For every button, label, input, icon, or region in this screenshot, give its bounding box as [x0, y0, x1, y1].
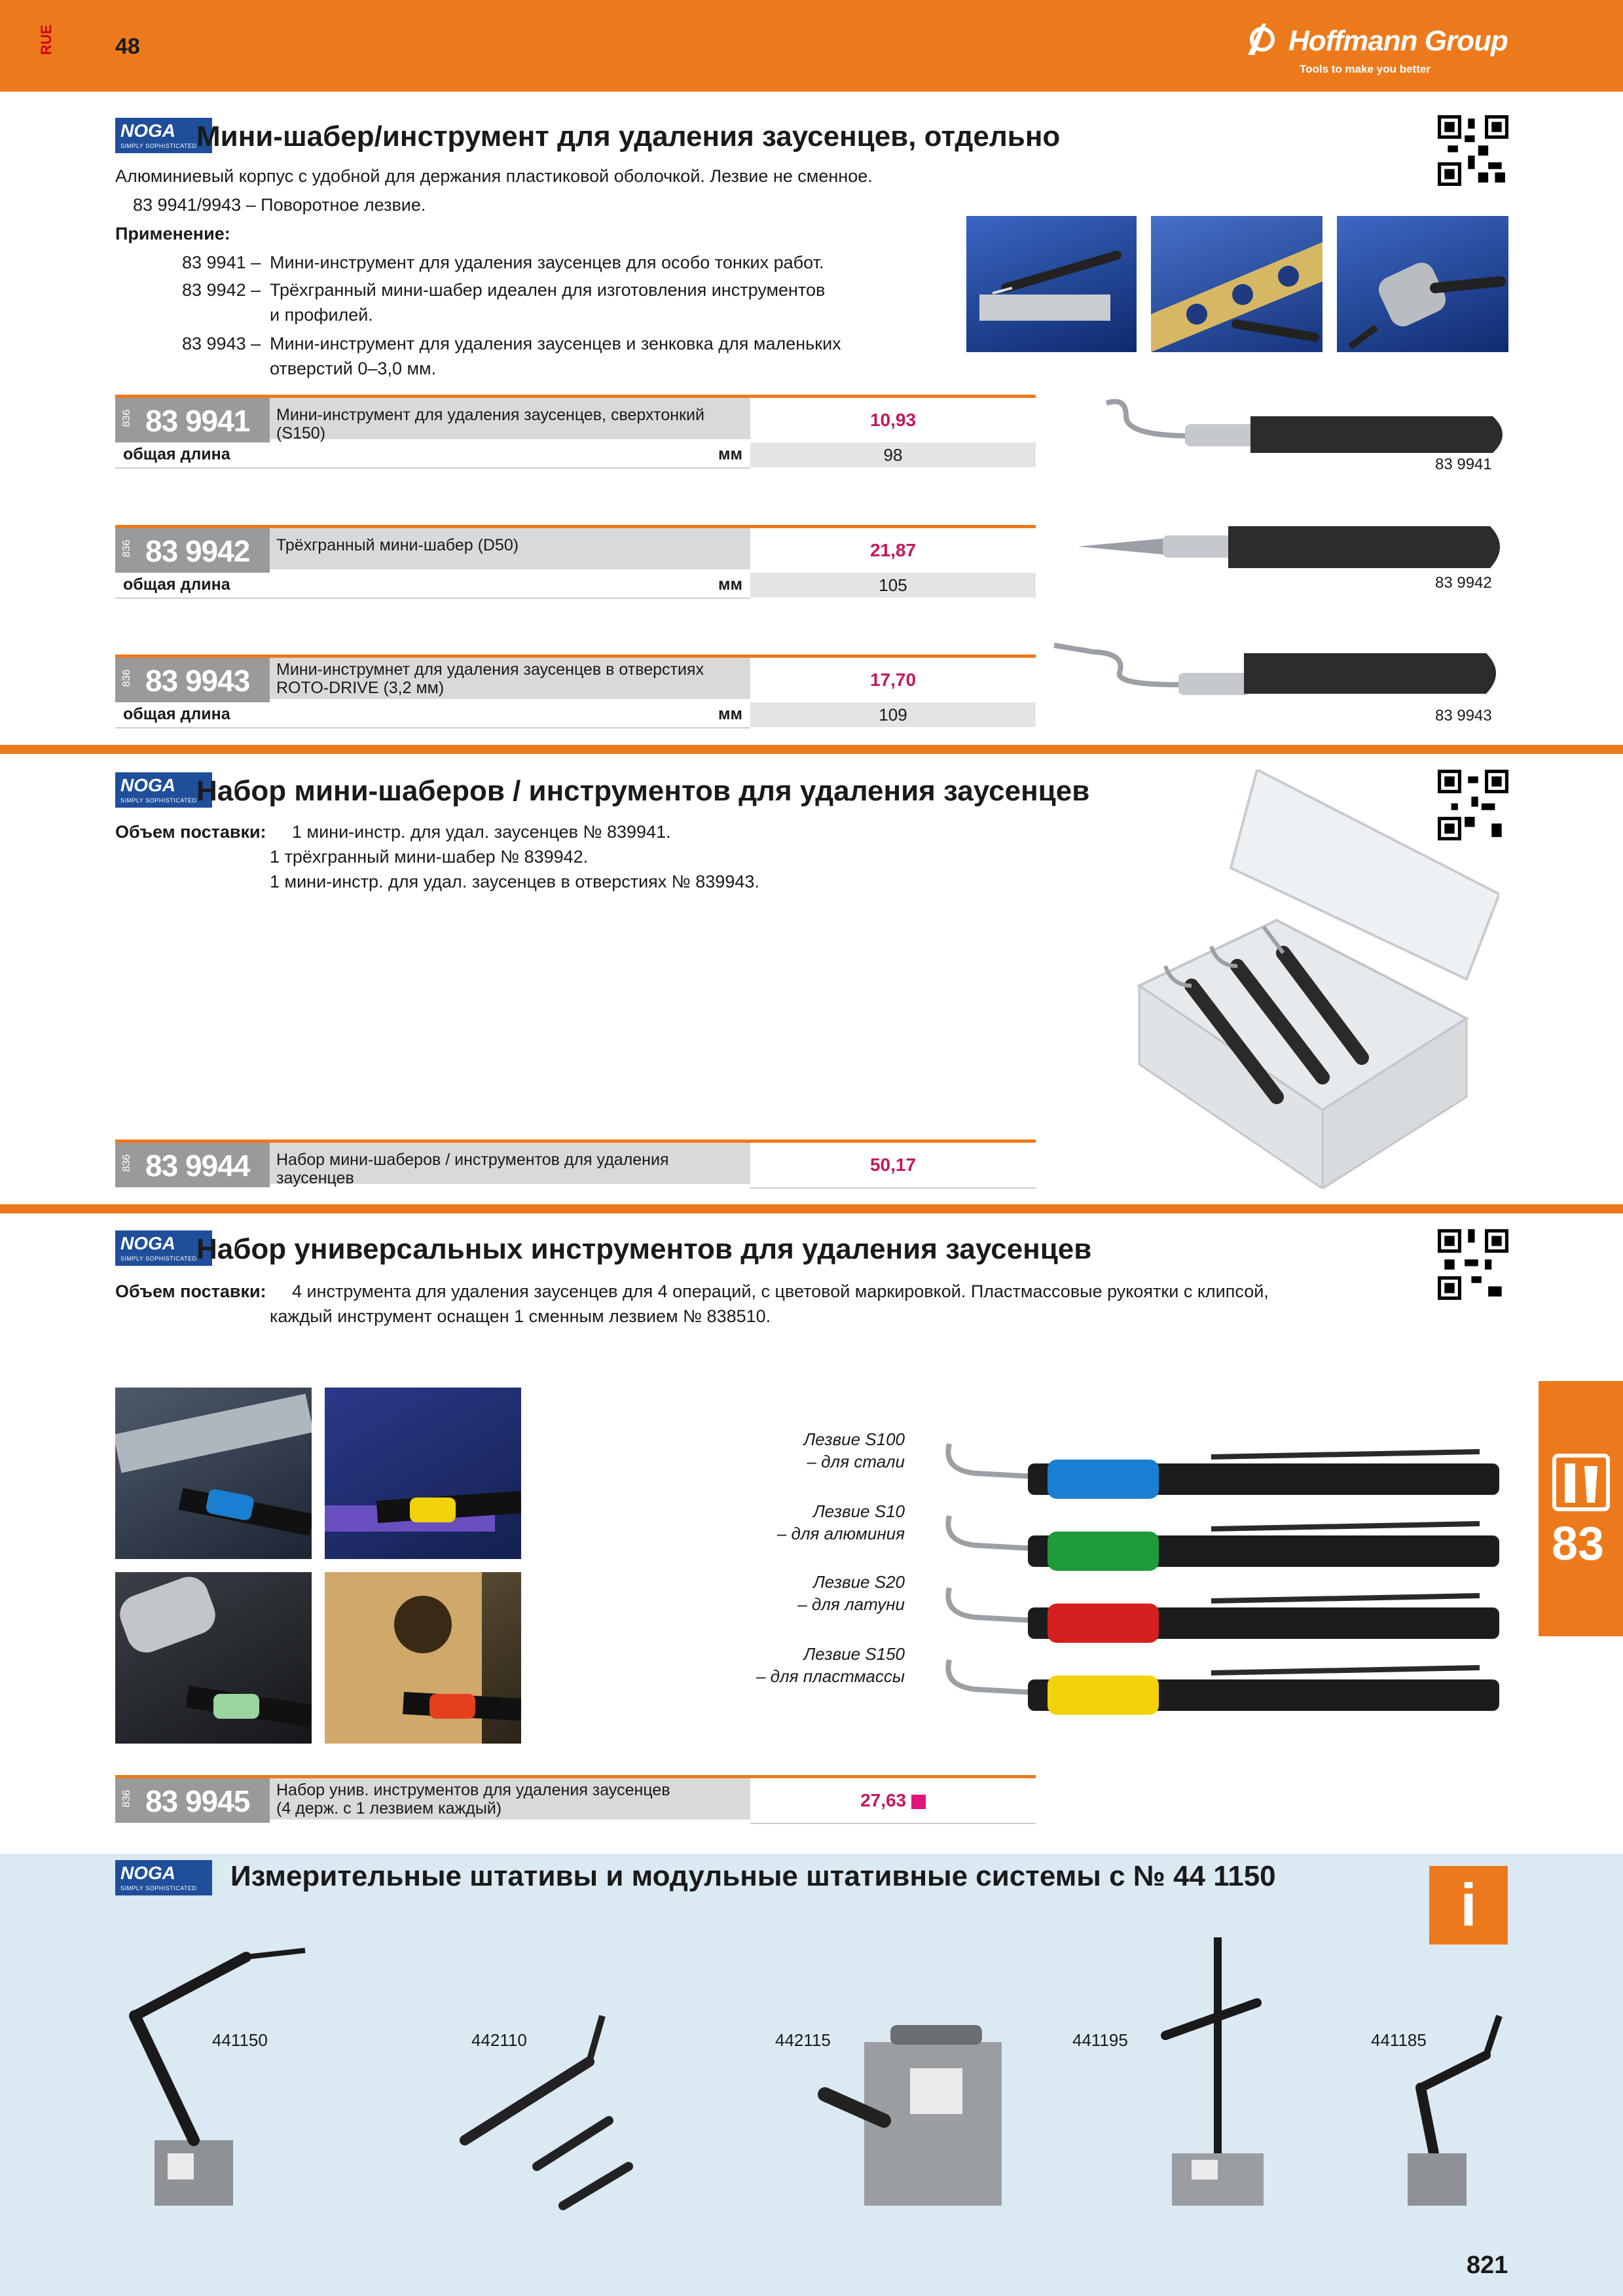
product-caption: 83 9942	[1435, 574, 1492, 592]
length-value: 105	[750, 573, 1036, 598]
section1-note: 83 9941/9943 – Поворотное лезвие.	[133, 195, 426, 215]
length-row: общая длина мм	[115, 442, 750, 469]
blade-label: Лезвие S100 – для стали	[803, 1429, 905, 1471]
deburring-tool	[948, 1444, 1499, 1499]
chapter-number: 83	[1552, 1518, 1605, 1570]
application-text: Трёхгранный мини-шабер идеален для изготовления инструментов	[270, 280, 826, 300]
blade-label: Лезвие S20 – для латуни	[797, 1572, 905, 1614]
product-price: 17,70	[750, 655, 1036, 704]
brand-tagline: Tools to make you better	[1300, 63, 1431, 75]
product-description: Набор мини-шаберов / инструментов для удаления заусенцев	[270, 1139, 750, 1184]
universal-tools-image	[936, 1424, 1512, 1719]
article-number: 83 9941	[145, 404, 250, 438]
noga-logo: NOGA SIMPLY SOPHISTICATED	[115, 1230, 212, 1266]
article-number-cell: 836 83 9941	[115, 395, 270, 442]
hoffmann-logo-icon	[1243, 20, 1288, 59]
qr-code-icon	[1438, 115, 1508, 186]
product-price: 50,17	[750, 1139, 1036, 1189]
deburring-category-icon	[1552, 1453, 1611, 1512]
product-description: Мини-инструмент для удаления заусенцев, сверхтонкий (S150)	[270, 395, 750, 439]
section1-intro: Алюминиевый корпус с удобной для держания пластиковой оболочкой. Лезвие не сменное.	[115, 166, 873, 186]
article-number: 83 9943	[145, 664, 250, 698]
new-marker-icon	[911, 1795, 926, 1809]
application-code: 83 9943 –	[182, 334, 261, 353]
application-label: Применение:	[115, 224, 230, 243]
noga-logo: NOGA SIMPLY SOPHISTICATED	[115, 118, 212, 153]
application-photo	[1337, 216, 1508, 352]
length-value: 98	[750, 442, 1036, 467]
magnetic-stand-image	[115, 1924, 325, 2212]
product-price: 21,87	[750, 525, 1036, 574]
product-description: Мини-инструмнет для удаления заусенцев в отверстиях ROTO-DRIVE (3,2 мм)	[270, 655, 750, 699]
magnetic-base-image	[812, 2016, 1021, 2212]
language-code: RUE	[38, 24, 54, 55]
article-number-cell: 836 83 9943	[115, 655, 270, 702]
article-number: 83 9945	[145, 1784, 250, 1818]
scope-label: Объем поставки:	[115, 822, 266, 842]
section3-title: Набор универсальных инструментов для удаления заусенцев	[196, 1233, 1092, 1265]
page-number-left: 48	[115, 34, 140, 59]
section4-title: Измерительные штативы и модульные штативные системы с № 44 1150	[230, 1860, 1276, 1892]
articulated-stand-image	[1408, 2003, 1525, 2212]
deburring-tool	[948, 1588, 1499, 1643]
roto-drive-tool-image	[1048, 634, 1512, 699]
stand-number: 441185	[1371, 2030, 1427, 2050]
noga-logo: NOGA SIMPLY SOPHISTICATED	[115, 772, 212, 808]
holder-set-image	[452, 2009, 668, 2212]
column-stand-image	[1152, 1931, 1283, 2212]
stand-number: 442110	[471, 2030, 527, 2050]
deburring-tool-image	[1100, 390, 1519, 456]
product-description: Набор унив. инструментов для удаления заусенцев (4 держ. с 1 лезвием каждый)	[270, 1775, 750, 1820]
scope-line: 1 трёхгранный мини-шабер № 839942.	[270, 847, 589, 867]
product-price: 10,93	[750, 395, 1036, 444]
article-number: 83 9944	[145, 1149, 250, 1183]
plastic-case-image	[1126, 770, 1499, 1189]
application-text: Мини-инструмент для удаления заусенцев и зенковка для маленьких	[270, 334, 841, 353]
article-number: 83 9942	[145, 534, 250, 568]
stand-number: 441195	[1072, 2030, 1128, 2050]
application-text: Мини-инструмент для удаления заусенцев для особо тонких работ.	[270, 253, 824, 272]
usage-photo	[115, 1572, 312, 1744]
page-number-right: 821	[1467, 2251, 1508, 2279]
product-caption: 83 9943	[1435, 707, 1492, 725]
qr-code-icon	[1438, 1229, 1508, 1300]
scope-line: 1 мини-инстр. для удал. заусенцев в отверстиях № 839943.	[270, 872, 759, 891]
scope-label: Объем поставки:	[115, 1282, 266, 1301]
info-icon[interactable]: i	[1429, 1866, 1508, 1945]
length-row: общая длина мм	[115, 573, 750, 599]
product-price: 27,63	[750, 1775, 1036, 1824]
length-row: общая длина мм	[115, 702, 750, 728]
product-description: Трёхгранный мини-шабер (D50)	[270, 525, 750, 569]
length-value: 109	[750, 702, 1036, 727]
application-photo	[1151, 216, 1322, 352]
usage-photo	[325, 1388, 521, 1559]
section-divider	[0, 745, 1623, 754]
application-code: 83 9941 –	[182, 253, 261, 272]
section1-title: Мини-шабер/инструмент для удаления заусенцев, отдельно	[196, 120, 1061, 152]
usage-photo	[325, 1572, 521, 1744]
section2-title: Набор мини-шаберов / инструментов для удаления заусенцев	[196, 775, 1090, 807]
blade-label: Лезвие S10 – для алюминия	[776, 1501, 905, 1543]
deburring-tool	[948, 1660, 1499, 1715]
application-text: и профилей.	[270, 305, 373, 325]
article-number-cell: 836 83 9944	[115, 1139, 270, 1187]
article-number-cell: 836 83 9942	[115, 525, 270, 573]
product-caption: 83 9941	[1435, 456, 1492, 473]
scope-line: каждый инструмент оснащен 1 сменным лезвием № 838510.	[270, 1306, 771, 1326]
stand-number: 442115	[775, 2030, 831, 2050]
chapter-tab[interactable]	[1539, 1381, 1623, 1636]
application-photo	[966, 216, 1137, 352]
brand-name: Hoffmann Group	[1288, 25, 1508, 57]
application-code: 83 9942 –	[182, 280, 261, 300]
blade-label: Лезвие S150 – для пластмассы	[756, 1644, 905, 1686]
noga-logo: NOGA SIMPLY SOPHISTICATED	[115, 1860, 212, 1895]
stand-number: 441150	[212, 2030, 268, 2050]
scope-line: 1 мини-инстр. для удал. заусенцев № 839941.	[292, 822, 671, 842]
usage-photo	[115, 1388, 312, 1559]
scraper-tool-image	[1078, 517, 1516, 576]
deburring-tool	[948, 1516, 1499, 1571]
article-number-cell: 836 83 9945	[115, 1775, 270, 1823]
scope-line: 4 инструмента для удаления заусенцев для 4 операций, с цветовой маркировкой. Пластмассовые рукоятки с клипсой,	[292, 1282, 1269, 1301]
application-text: отверстий 0–3,0 мм.	[270, 359, 437, 378]
section-divider	[0, 1204, 1623, 1213]
